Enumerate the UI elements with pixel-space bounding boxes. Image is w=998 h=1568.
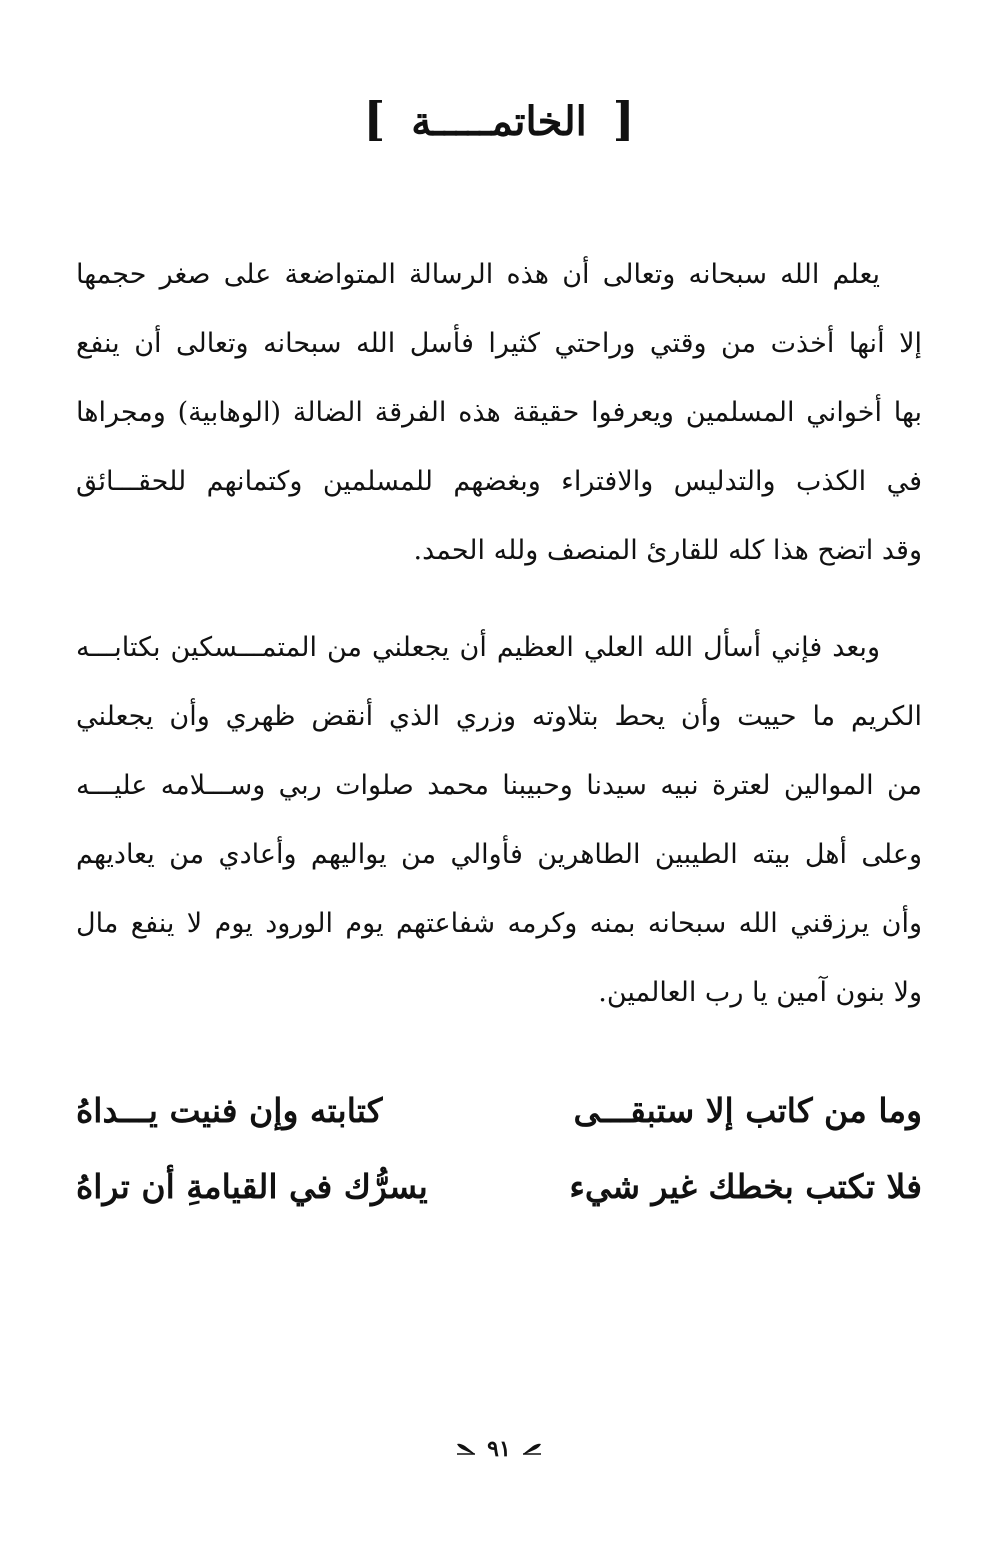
title-close-bracket: ] xyxy=(363,92,386,146)
poem-verse xyxy=(76,1149,922,1225)
poem-verse xyxy=(76,1073,922,1149)
paragraph-line: وعلى أهل بيته الطيبين الطاهرين فأوالي من يواليهم وأعادي من يعاديهم xyxy=(76,839,922,870)
paragraph-conclusion xyxy=(76,240,922,585)
page-number: ٩١ xyxy=(487,1436,511,1462)
page-title xyxy=(0,92,998,146)
title-text: الخاتمـــــة xyxy=(411,98,587,145)
paragraph-line: يعلم الله سبحانه وتعالى أن هذه الرسالة المتواضعة على صغر حجمها xyxy=(76,259,880,290)
paragraph-line: وبعد فإني أسأل الله العلي العظيم أن يجعلني من المتمـــسكين بكتابـــه xyxy=(76,632,880,663)
paragraph-line: في الكذب والتدليس والافتراء وبغضهم للمسلمين وكتمانهم للحقـــائق xyxy=(76,466,922,497)
paragraph-line: وأن يرزقني الله سبحانه بمنه وكرمه شفاعتهم يوم الورود يوم لا ينفع مال xyxy=(76,908,922,939)
paragraph-line: ولا بنون آمين يا رب العالمين. xyxy=(598,977,922,1008)
verse-second-hemistich: يسرُّك في القيامةِ أن تراهُ xyxy=(76,1167,428,1206)
poem xyxy=(76,1073,922,1225)
verse-first-hemistich: فلا تكتب بخطك غير شيء xyxy=(569,1167,922,1206)
paragraph-supplication xyxy=(76,613,922,1027)
verse-first-hemistich: وما من كاتب إلا ستبقـــى xyxy=(573,1091,922,1130)
verse-second-hemistich: كتابته وإن فنيت يـــداهُ xyxy=(76,1091,383,1130)
title-open-bracket: [ xyxy=(612,92,635,146)
paragraph-line: إلا أنها أخذت من وقتي وراحتي كثيرا فأسل الله سبحانه وتعالى أن ينفع xyxy=(76,328,922,359)
quill-ornament-icon xyxy=(521,1440,543,1461)
paragraph-line: بها أخواني المسلمين ويعرفوا حقيقة هذه الفرقة الضالة (الوهابية) ومجراها xyxy=(76,397,922,428)
paragraph-line: الكريم ما حييت وأن يحط بتلاوته وزري الذي أنقض ظهري وأن يجعلني xyxy=(76,701,922,732)
paragraph-line: وقد اتضح هذا كله للقارئ المنصف ولله الحمد. xyxy=(413,535,922,566)
page-number-footer xyxy=(0,1436,998,1462)
paragraph-line: من الموالين لعترة نبيه سيدنا وحبيبنا محمد صلوات ربي وســـلامه عليـــه xyxy=(76,770,922,801)
quill-ornament-icon xyxy=(455,1440,477,1461)
